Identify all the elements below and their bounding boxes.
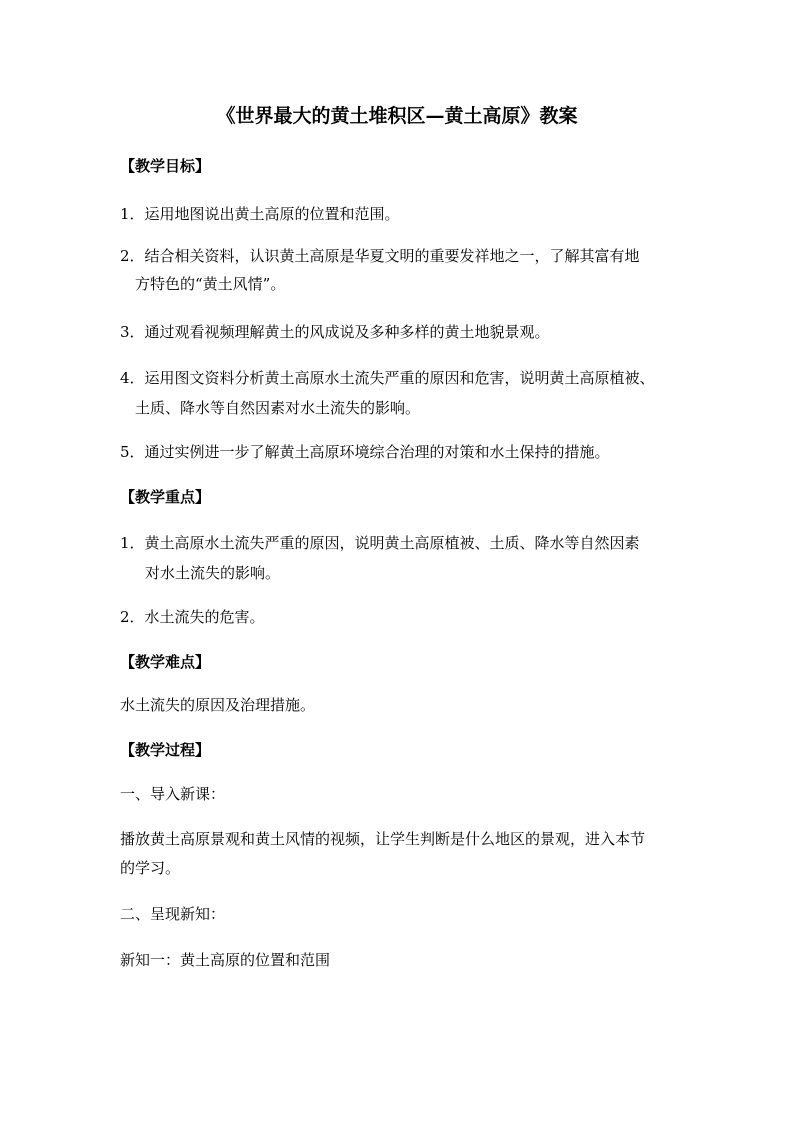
objective-item-2 (120, 246, 640, 266)
objective-item-2-continuation: 方特色的“黄土风情”。 (135, 275, 286, 293)
item-number: 1． (120, 205, 145, 223)
item-number: 4． (120, 369, 145, 387)
item-number: 3． (120, 323, 145, 341)
difficulties-text: 水土流失的原因及治理措施。 (120, 696, 316, 714)
objective-item-1 (120, 204, 400, 224)
item-text: 运用图文资料分析黄土高原水土流失严重的原因和危害，说明黄土高原植被、 (144, 369, 655, 387)
objective-item-3 (120, 322, 550, 342)
objective-item-4 (120, 368, 655, 388)
key-point-item-2 (120, 607, 265, 627)
item-text: 通过观看视频理解黄土的风成说及多种多样的黄土地貌景观。 (144, 323, 550, 341)
item-number: 5． (120, 443, 145, 461)
item-text: 水土流失的危害。 (144, 608, 265, 626)
item-text: 通过实例进一步了解黄土高原环境综合治理的对策和水土保持的措施。 (144, 443, 610, 461)
key-point-item-1 (120, 533, 640, 553)
process-step-1: 一、导入新课： (120, 785, 226, 803)
process-heading: 【教学过程】 (120, 741, 211, 759)
item-text: 黄土高原水土流失严重的原因，说明黄土高原植被、土质、降水等自然因素 (144, 534, 640, 552)
process-step-1-text: 播放黄土高原景观和黄土风情的视频，让学生判断是什么地区的景观，进入本节 (120, 830, 646, 848)
objective-item-5 (120, 442, 610, 462)
new-knowledge-1: 新知一：黄土高原的位置和范围 (120, 951, 331, 969)
item-number: 2． (120, 247, 145, 265)
process-step-1-text-continuation: 的学习。 (120, 859, 181, 877)
objective-item-4-continuation: 土质、降水等自然因素对水土流失的影响。 (135, 399, 421, 417)
document-title: 《世界最大的黄土堆积区—黄土高原》教案 (216, 105, 578, 127)
difficulties-heading: 【教学难点】 (120, 653, 211, 671)
item-number: 1． (120, 534, 145, 552)
item-text: 运用地图说出黄土高原的位置和范围。 (144, 205, 400, 223)
key-points-heading: 【教学重点】 (120, 488, 211, 506)
objectives-heading: 【教学目标】 (120, 157, 211, 175)
key-point-item-1-continuation: 对水土流失的影响。 (145, 564, 281, 582)
item-text: 结合相关资料，认识黄土高原是华夏文明的重要发祥地之一，了解其富有地 (144, 247, 640, 265)
process-step-2: 二、呈现新知： (120, 905, 226, 923)
item-number: 2． (120, 608, 145, 626)
